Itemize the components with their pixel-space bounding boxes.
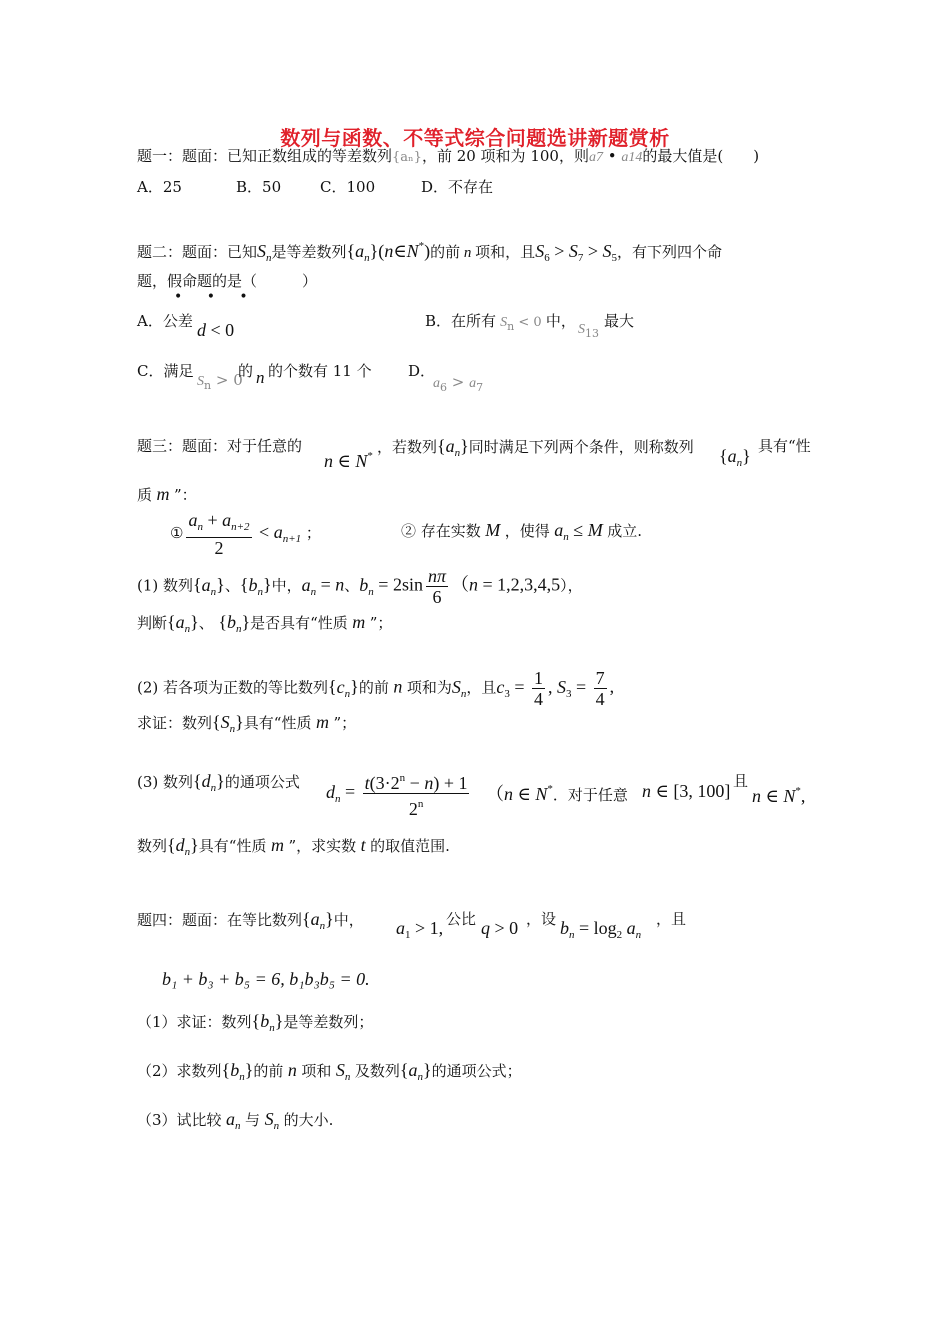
q3-part-2: (2) 若各项为正数的等比数列$\{c_n\}$的前 n 项和为$S_n$，且$c_3$ = $\frac{1}{4}$ , $S_3$ = $\frac{7}{4}$ , — [137, 668, 615, 709]
q3-condition-1: ① $\frac{a_n + a_{n+2}}{2}$ < $a_{n+1}$ ； — [170, 510, 321, 558]
q1-seq: {aₙ} — [392, 150, 422, 165]
q2-option-b-tail: 最大 — [604, 312, 635, 330]
q3-part-1: (1) 数列$\{a_n\}$、$\{b_n\}$中，$a_n = n$、$b_n = 2\sin$ $\frac{n\pi}{6}$ （n = 1,2,3,4,5）， — [137, 566, 583, 607]
q2-option-c-tail: 的个数有 11 个 — [268, 362, 372, 380]
q3-stem: 题三：题面：对于任意的 — [137, 437, 303, 455]
emphasis-dots: • • • — [174, 289, 258, 305]
q3-part-2-line2: 求证：数列$\{S_n\}$具有“性质 m ”； — [137, 712, 357, 735]
q2-line2: 题，假命题的是（ ） — [137, 272, 318, 290]
q3-condition-2: ② 存在实数 M ，使得 $a_n \le M$ 成立. — [401, 520, 642, 543]
q1-option-c: C．100 — [320, 178, 376, 196]
q4-condition: b₁ + b₃ + b₅ = 6, b₁b₃b₅ = 0. — [162, 969, 370, 989]
q3-and: 且 — [733, 772, 749, 790]
q3-part-3: (3) 数列$\{d_n\}$的通项公式 — [137, 771, 300, 794]
q3-dn-formula: $d_n$ = $\frac{t(3\cdot 2^n - n) + 1}{2^n}$ — [326, 768, 472, 819]
q2-option-c: C．满足 — [137, 362, 194, 380]
q3-n-range: n ∈ [3, 100] — [642, 781, 731, 801]
q2-option-a: A．公差 — [137, 312, 193, 330]
q4-part-2: （2）求数列$\{b_n\}$的前 n 项和 $S_n$ 及数列$\{a_n\}$的通项公式； — [137, 1060, 522, 1083]
q1-option-b: B．50 — [236, 178, 282, 196]
q1-option-a: A．25 — [137, 178, 182, 196]
document-title: 数列与函数、不等式综合问题选讲新题赏析 — [280, 126, 670, 150]
q3-n-domain: n ∈ N* — [324, 450, 373, 471]
q3-seq-an: $\{a_n\}$ — [719, 446, 751, 469]
q2-option-c-math: $S_n > 0$ — [197, 371, 243, 392]
q4-ratio-label: 公比 — [446, 910, 477, 928]
q4-stem: 题四：题面：在等比数列$\{a_n\}$中， — [137, 909, 364, 932]
q2-option-c-mid: 的 — [238, 362, 254, 380]
q2-option-d: D． — [408, 362, 436, 380]
q2-option-d-math: $a_6 > a_7$ — [433, 373, 484, 394]
q2-option-b-s13: $S_{13}$ — [578, 322, 599, 340]
q1-stem: 题一：题面：已知正数组成的等差数列{aₙ}，前 20 项和为 100，则a7 • a14的最大值是( ) — [137, 147, 760, 165]
q4-and: ，且 — [656, 910, 687, 928]
q4-q: q > 0 — [481, 918, 519, 938]
q2-stem: 题二：题面：已知$S_n$是等差数列$\{a_n\}(n\in N^*)$的前 n 项和，且$S_6 > S_7 > S_5$，有下列四个命 — [137, 240, 723, 264]
q3-n-nstar: n ∈ N*, — [752, 785, 806, 806]
q4-a1: $a_1 > 1$, — [396, 918, 444, 941]
q3-part-1-line2: 判断$\{a_n\}$、 $\{b_n\}$是否具有“性质 m ”； — [137, 612, 393, 635]
q2-option-a-math: d < 0 — [197, 320, 235, 340]
q1-option-d: D．不存在 — [421, 178, 494, 196]
q2-option-b: B．在所有 $S_n < 0$ 中， — [425, 312, 576, 333]
q3-stem-mid: ，若数列$\{a_n\}$同时满足下列两个条件，则称数列 — [377, 436, 694, 459]
q4-set: ，设 — [526, 910, 557, 928]
q3-dn-domain: （n ∈ N*．对于任意 — [486, 783, 628, 804]
q3-stem-tail: 具有“性 — [758, 437, 811, 455]
q2-option-c-n: n — [256, 368, 265, 387]
q4-part-1: （1）求证：数列$\{b_n\}$是等差数列； — [137, 1011, 374, 1034]
q3-part-3-line2: 数列$\{d_n\}$具有“性质 m ”，求实数 t 的取值范围. — [137, 835, 450, 858]
q4-part-3: （3）试比较 $a_n$ 与 $S_n$ 的大小. — [137, 1109, 334, 1132]
q3-line2: 质 m ”： — [137, 484, 197, 504]
q4-bn: $b_n = \log_2 a_n$ — [560, 918, 642, 941]
